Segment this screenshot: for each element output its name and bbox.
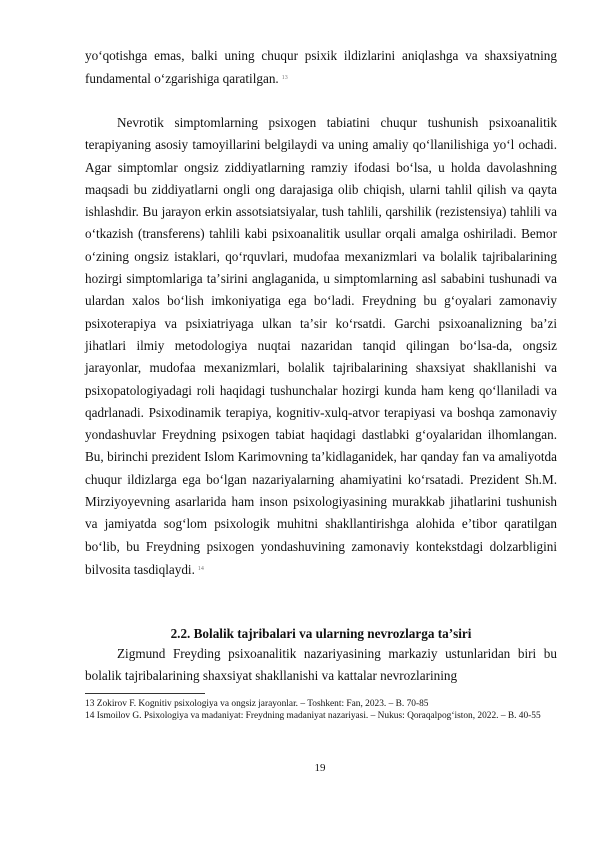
section-heading: 2.2. Bolalik tajribalari va ularning nevrozlarga taʼsiri bbox=[170, 626, 472, 641]
footnote-13: 13 Zokirov F. Kognitiv psixologiya va ongsiz jarayonlar. – Toshkent: Fan, 2023. – B. 70-85 bbox=[85, 699, 429, 709]
footnote-separator bbox=[85, 693, 205, 694]
paragraph-text: Nevrotik simptomlarning psixogen tabiatini chuqur tushunish psixoanalitik terapiyaning asosiy tamoyillarini belgilaydi va uning amaliy qoʻllanilishiga yoʻl ochadi. Agar simptomlar ongsiz ziddiyatlarning ramziy ifodasi boʻlsa, u holda davolashning maqsadi bu ziddiyatlarni ongli ong darajasiga olib chiqish, ularni tahlil qilish va qayta ishlashdir. Bu jarayon erkin assotsiatsiyalar, tush tahlili, qarshilik (rezistensiya) tahlili va oʻtkazish (transferens) tahlili kabi psixoanalitik usullar orqali amalga oshiriladi. Bemor oʻzining ongsiz istaklari, qoʻrquvlari, mudofaa mexanizmlari va bolalik tajribalarining hozirgi simptomlariga taʼsirini anglaganida, u simptomlarning asl sababini tushunadi va ulardan xalos boʻlish imkoniyatiga ega boʻladi. Freydning bu gʻoyalari zamonaviy psixoterapiya va psixiatriyaga ulkan taʼsir koʻrsatdi. Garchi psixoanalizning baʼzi jihatlari ilmiy metodologiya nuqtai nazaridan tanqid qilingan boʻlsa-da, ongsiz jarayonlar, mudofaa mexanizmlari, bolalik tajribalarining shaxsiyat shakllanishi va psixopatologiyadagi roli haqidagi tushunchalar hozirgi kunda ham keng qoʻllaniladi va qadrlanadi. Psixodinamik terapiya, kognitiv-xulq-atvor terapiyasi va boshqa zamonaviy yondashuvlar Freydning psixogen tabiat haqidagi dastlabki gʻoyalaridan ilhomlangan. Bu, birinchi prezident Islom Karimovning taʼkidlaganidek, har qanday fan va amaliyotda chuqur ildizlarga ega boʻlgan nazariyalarning ahamiyatini koʻrsatadi. Prezident Sh.M. Mirziyoyevning asarlarida ham inson psixologiyasining murakkab jihatlarini tushunish va jamiyatda sogʻlom psixologik muhitni shakllantirishga alohida eʼtibor qaratilgan boʻlib, bu Freydning psixogen yondashuvining zamonaviy kontekstdagi dolzarbligini bilvosita tasdiqlaydi. bbox=[85, 115, 557, 577]
footnote-14: 14 Ismoilov G. Psixologiya va madaniyat: Freydning madaniyat nazariyasi. – Nukus: Qoraqalpogʻiston, 2022. – B. 40-55 bbox=[85, 711, 541, 721]
paragraph-continuation bbox=[85, 45, 557, 91]
body-paragraph bbox=[85, 112, 557, 581]
footnotes bbox=[85, 698, 557, 722]
paragraph-text: yoʻqotishga emas, balki uning chuqur psixik ildizlarini aniqlashga va shaxsiyatning fundamental oʻzgarishiga qaratilgan. bbox=[85, 48, 557, 87]
body-paragraph bbox=[85, 643, 557, 688]
footnote-reference[interactable]: 14 bbox=[197, 565, 204, 572]
paragraph-text: Zigmund Freyding psixoanalitik nazariyasining markaziy ustunlaridan biri bu bolalik tajribalarining shaxsiyat shakllanishi va kattalar nevrozlarining bbox=[85, 646, 557, 684]
footnote-reference[interactable]: 13 bbox=[281, 75, 288, 82]
page-number: 19 bbox=[314, 762, 326, 774]
